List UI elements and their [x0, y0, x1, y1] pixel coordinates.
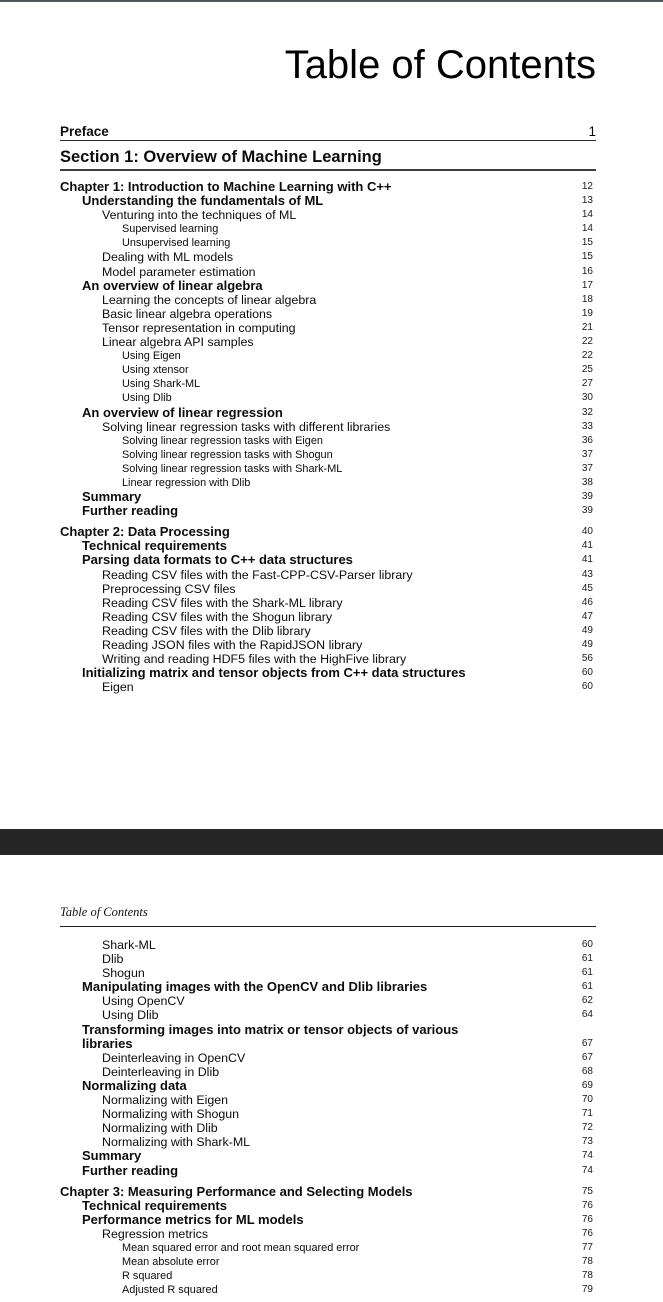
toc-entry[interactable] — [60, 596, 596, 610]
toc-entry-label: Manipulating images with the OpenCV and Dlib libraries — [82, 979, 428, 995]
toc-entry-page: 25 — [581, 364, 593, 376]
toc-entry[interactable] — [60, 222, 596, 236]
toc-entry[interactable] — [60, 980, 596, 994]
toc-entry[interactable] — [60, 420, 596, 434]
toc-entry-label: Technical requirements — [82, 538, 227, 554]
toc-entry-label: Summary — [82, 1148, 142, 1164]
toc-entry-label: Reading CSV files with the Shark-ML library — [102, 595, 343, 610]
toc-entry-page: 76 — [581, 1227, 593, 1239]
toc-entry[interactable] — [60, 1093, 596, 1107]
toc-entry-page: 36 — [581, 434, 593, 446]
toc-entry[interactable] — [60, 208, 596, 222]
toc-entry[interactable] — [60, 194, 596, 208]
toc-entry-page: 67 — [581, 1051, 593, 1063]
toc-entry-label: Tensor representation in computing — [102, 320, 296, 335]
toc-entry-label: Preface — [60, 124, 109, 139]
toc-entry-label: Further reading — [82, 503, 179, 519]
toc-entry-page: 30 — [581, 392, 593, 404]
toc-entry[interactable] — [60, 952, 596, 966]
toc-entry-label: Shogun — [102, 966, 145, 981]
toc-entry[interactable] — [60, 391, 596, 405]
toc-entry-label: Normalizing with Eigen — [102, 1093, 229, 1108]
toc-entry[interactable] — [60, 1227, 596, 1241]
toc-entry[interactable] — [60, 180, 596, 194]
toc-entry-label: Chapter 2: Data Processing — [60, 524, 230, 540]
toc-entry-page: 49 — [581, 639, 593, 650]
toc-entry-label: Unsupervised learning — [122, 237, 231, 250]
toc-entry-label: Chapter 3: Measuring Performance and Selecting Models — [60, 1183, 413, 1199]
toc-entry-page: 41 — [581, 554, 593, 566]
toc-entry[interactable] — [60, 938, 596, 952]
toc-entry-page: 19 — [581, 307, 593, 319]
toc-entry[interactable] — [60, 1241, 596, 1255]
toc-entry-page: 77 — [581, 1241, 593, 1253]
toc-entry[interactable] — [60, 1164, 596, 1178]
toc-entry-page: 60 — [581, 667, 593, 679]
toc-entry[interactable] — [60, 476, 596, 490]
toc-entry-label: Parsing data formats to C++ data structures — [82, 552, 353, 568]
toc-entry-label: Solving linear regression tasks with Shark-ML — [122, 462, 343, 475]
toc-entry[interactable] — [60, 448, 596, 462]
toc-entry-page: 13 — [581, 195, 593, 207]
toc-entry-page: 64 — [581, 1009, 593, 1021]
toc-entry-label: Preprocessing CSV files — [102, 581, 236, 596]
toc-entry-page: 39 — [581, 505, 593, 517]
toc-entry-page: 47 — [581, 610, 593, 622]
toc-entry[interactable] — [60, 349, 596, 363]
toc-entry[interactable] — [60, 279, 596, 293]
toc-entry[interactable] — [60, 1008, 596, 1022]
toc-entry-page: 15 — [581, 237, 593, 249]
toc-entry-label: Solving linear regression tasks with Eigen — [122, 434, 323, 447]
toc-entry[interactable] — [60, 553, 596, 567]
toc-entry[interactable] — [60, 293, 596, 307]
toc-entry[interactable] — [60, 966, 596, 980]
toc-entry-page: 74 — [581, 1150, 593, 1162]
toc-entry-page: 78 — [581, 1256, 593, 1268]
toc-entry[interactable] — [60, 1121, 596, 1135]
toc-entry[interactable] — [60, 1023, 596, 1051]
page-title: Table of Contents — [284, 43, 596, 87]
toc-entry-page: 15 — [581, 251, 593, 263]
toc-entry-page: 60 — [581, 681, 593, 693]
toc-entry[interactable] — [60, 1213, 596, 1227]
toc-entry-label: Transforming images into matrix or tensor objects of various libraries — [82, 1021, 459, 1051]
toc-entry-label: Normalizing data — [82, 1077, 187, 1093]
toc-entry-page: 76 — [581, 1213, 593, 1225]
toc-entry-page: 69 — [581, 1079, 593, 1091]
toc-entry[interactable] — [60, 236, 596, 250]
toc-entry-page: 45 — [581, 582, 593, 594]
toc-entry[interactable] — [60, 1149, 596, 1163]
toc-entry-label: Mean squared error and root mean squared error — [122, 1241, 360, 1254]
toc-list-page2 — [60, 938, 596, 1297]
toc-entry-label: Normalizing with Shogun — [102, 1107, 240, 1122]
toc-entry-label: Mean absolute error — [122, 1256, 220, 1269]
toc-entry-page: 60 — [581, 939, 593, 950]
toc-entry[interactable] — [60, 377, 596, 391]
toc-entry-label: Using Dlib — [102, 1008, 159, 1023]
toc-entry[interactable] — [60, 610, 596, 624]
toc-entry-page: 56 — [581, 653, 593, 665]
toc-entry[interactable] — [60, 363, 596, 377]
toc-entry[interactable] — [60, 504, 596, 518]
toc-entry[interactable] — [60, 1135, 596, 1149]
toc-entry[interactable] — [60, 1255, 596, 1269]
toc-entry-page: 38 — [581, 476, 593, 488]
toc-entry-page: 37 — [581, 462, 593, 474]
toc-entry-label: Solving linear regression tasks with Shogun — [122, 448, 333, 461]
toc-entry-page: 74 — [581, 1164, 593, 1176]
toc-entry-label: Performance metrics for ML models — [82, 1211, 304, 1227]
toc-entry-page: 18 — [581, 293, 593, 305]
toc-entry-label: Using Shark-ML — [122, 378, 201, 391]
toc-entry-label: R squared — [122, 1270, 173, 1283]
toc-entry-page: 72 — [581, 1122, 593, 1134]
toc-entry[interactable] — [60, 307, 596, 321]
toc-entry-page: 21 — [581, 321, 593, 333]
toc-entry-label: Normalizing with Shark-ML — [102, 1135, 251, 1150]
toc-entry-label: Initializing matrix and tensor objects from C++ data structures — [82, 665, 466, 681]
toc-entry-label: Dlib — [102, 952, 124, 967]
toc-entry-label: Using OpenCV — [102, 994, 185, 1009]
toc-entry-page: 37 — [581, 448, 593, 460]
toc-entry[interactable] — [60, 434, 596, 448]
toc-entry[interactable] — [60, 624, 596, 638]
toc-entry-page: 61 — [581, 953, 593, 965]
previous-page-edge — [0, 0, 663, 2]
toc-entry-page: 1 — [588, 124, 596, 139]
toc-entry[interactable] — [60, 1107, 596, 1121]
toc-entry-label: Further reading — [82, 1162, 179, 1178]
toc-entry-label: An overview of linear algebra — [82, 277, 263, 293]
toc-entry-label: Normalizing with Dlib — [102, 1121, 218, 1136]
toc-entry[interactable] — [60, 568, 596, 582]
running-header: Table of Contents — [60, 855, 596, 927]
toc-entry-label: Reading CSV files with the Fast-CPP-CSV-Parser library — [102, 567, 413, 582]
toc-entry-page: 27 — [581, 378, 593, 390]
toc-entry-page: 68 — [581, 1065, 593, 1077]
toc-entry-label: Linear algebra API samples — [102, 335, 254, 350]
toc-entry-page: 16 — [581, 265, 593, 277]
toc-entry[interactable] — [60, 666, 596, 680]
toc-entry-page: 78 — [581, 1270, 593, 1282]
toc-entry[interactable] — [60, 638, 596, 652]
toc-entry[interactable] — [60, 1079, 596, 1093]
toc-entry-page: 46 — [581, 596, 593, 608]
toc-entry[interactable] — [60, 321, 596, 335]
toc-entry-label: Reading CSV files with the Shogun library — [102, 609, 333, 624]
toc-entry-label: Chapter 1: Introduction to Machine Learning with C++ — [60, 179, 392, 194]
toc-entry-label: Supervised learning — [122, 223, 219, 236]
toc-entry-label: An overview of linear regression — [82, 404, 283, 420]
toc-entry[interactable] — [60, 1269, 596, 1283]
toc-entry-page: 33 — [581, 420, 593, 432]
toc-entry-label: Summary — [82, 489, 142, 505]
toc-entry-page: 70 — [581, 1094, 593, 1106]
toc-entry-label: Venturing into the techniques of ML — [102, 208, 297, 223]
toc-entry-label: Regression metrics — [102, 1226, 209, 1241]
toc-entry-label: Shark-ML — [102, 938, 156, 952]
pdf-page-1 — [0, 42, 663, 829]
toc-entry-label: Deinterleaving in Dlib — [102, 1064, 220, 1079]
toc-entry[interactable] — [60, 525, 596, 539]
toc-entry[interactable] — [60, 335, 596, 349]
toc-entry-label: Learning the concepts of linear algebra — [102, 292, 317, 307]
toc-entry-page: 12 — [581, 181, 593, 192]
toc-entry-label: Technical requirements — [82, 1197, 227, 1213]
toc-entry-page: 22 — [581, 350, 593, 362]
toc-entry[interactable] — [60, 652, 596, 666]
toc-entry-label: Using xtensor — [122, 364, 189, 377]
toc-entry[interactable] — [60, 1065, 596, 1079]
toc-entry-page: 14 — [581, 223, 593, 235]
toc-entry-page: 76 — [581, 1199, 593, 1211]
toc-entry-label: Writing and reading HDF5 files with the HighFive library — [102, 652, 407, 667]
toc-entry[interactable] — [60, 1283, 596, 1297]
page-separator-band — [0, 829, 663, 855]
toc-entry-page: 43 — [581, 568, 593, 580]
toc-entry-label: Deinterleaving in OpenCV — [102, 1050, 246, 1065]
toc-entry-label: Dealing with ML models — [102, 250, 234, 265]
toc-entry-page: 40 — [581, 526, 593, 538]
toc-entry[interactable] — [60, 680, 596, 694]
toc-entry[interactable] — [60, 490, 596, 504]
toc-entry-page: 62 — [581, 995, 593, 1007]
toc-entry-page: 49 — [581, 624, 593, 636]
toc-entry-page: 61 — [581, 967, 593, 979]
toc-entry[interactable] — [60, 1185, 596, 1199]
toc-entry-label: Using Eigen — [122, 350, 181, 363]
toc-entry-page: 73 — [581, 1136, 593, 1148]
toc-entry-label: Basic linear algebra operations — [102, 306, 273, 321]
toc-entry[interactable] — [60, 265, 596, 279]
toc-entry-page: 71 — [581, 1108, 593, 1120]
toc-entry[interactable] — [60, 539, 596, 553]
toc-entry-label: Linear regression with Dlib — [122, 476, 251, 489]
section-heading[interactable]: Section 1: Overview of Machine Learning — [60, 149, 596, 171]
toc-entry[interactable] — [60, 406, 596, 420]
toc-entry[interactable] — [60, 582, 596, 596]
toc-entry-page: 79 — [581, 1284, 593, 1296]
toc-entry-label: Solving linear regression tasks with different libraries — [102, 419, 391, 434]
toc-entry-page: 14 — [581, 209, 593, 221]
toc-entry[interactable] — [60, 1051, 596, 1065]
toc-entry-label: Reading JSON files with the RapidJSON library — [102, 638, 363, 652]
toc-entry-page: 32 — [581, 406, 593, 418]
toc-entry-page: 39 — [581, 491, 593, 503]
toc-entry[interactable] — [60, 462, 596, 476]
toc-entry-label: Reading CSV files with the Dlib library — [102, 623, 311, 638]
toc-entry[interactable] — [60, 994, 596, 1008]
toc-entry[interactable] — [60, 1199, 596, 1213]
pdf-page-2 — [0, 855, 663, 1302]
toc-entry-label: Understanding the fundamentals of ML — [82, 193, 324, 209]
toc-entry-page: 22 — [581, 336, 593, 348]
toc-entry-page: 67 — [581, 1037, 593, 1049]
toc-entry-page: 17 — [581, 279, 593, 291]
toc-list-page1 — [60, 180, 596, 694]
toc-entry-label: Adjusted R squared — [122, 1284, 218, 1297]
toc-entry[interactable] — [60, 250, 596, 264]
toc-entry-page: 61 — [581, 981, 593, 993]
toc-entry-label: Using Dlib — [122, 392, 172, 405]
toc-entry-page: 75 — [581, 1185, 593, 1197]
toc-entry-label: Eigen — [102, 680, 134, 695]
toc-entry-preface[interactable] — [60, 125, 596, 141]
toc-entry-label: Model parameter estimation — [102, 264, 256, 279]
toc-entry-page: 41 — [581, 540, 593, 552]
